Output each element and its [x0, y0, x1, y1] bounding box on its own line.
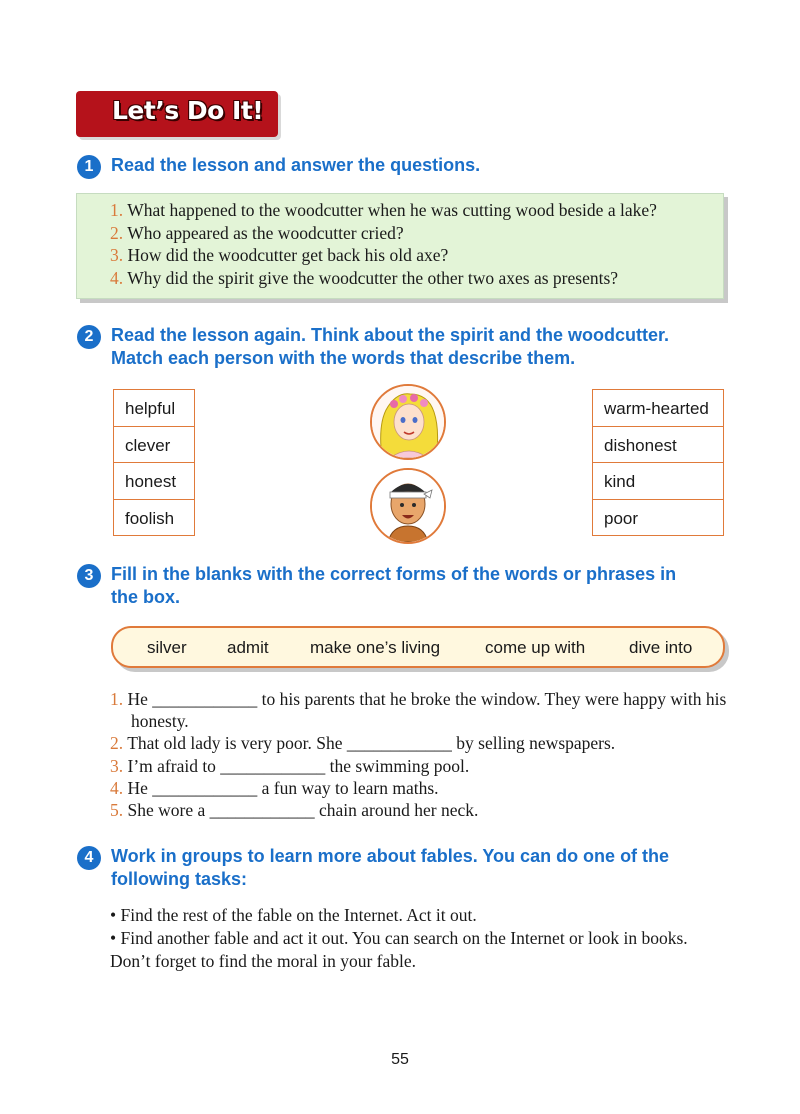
right-word-column	[592, 389, 724, 536]
section-2-heading	[111, 324, 669, 370]
word-box-item: admit	[227, 638, 269, 657]
question-item: 3. How did the woodcutter get back his old axe?	[110, 245, 449, 265]
word-box-item: come up with	[485, 638, 586, 657]
section-3-heading-line-2: the box.	[111, 587, 181, 607]
word-cell: helpful	[114, 390, 194, 427]
section-3-heading	[111, 563, 676, 609]
word-cell: foolish	[114, 500, 194, 537]
question-item: 1. What happened to the woodcutter when he was cutting wood beside a lake?	[110, 200, 657, 220]
section-3-number: 3	[77, 564, 101, 588]
sentence-item: 4. He ____________ a fun way to learn maths.	[110, 777, 439, 798]
section-2-heading-line-1: Read the lesson again. Think about the spirit and the woodcutter.	[111, 325, 670, 345]
word-box-item: silver	[147, 638, 187, 657]
section-4-heading-line-1: Work in groups to learn more about fables. You can do one of the	[111, 846, 670, 866]
section-4-heading	[111, 845, 669, 891]
section-3-heading-line-1: Fill in the blanks with the correct forms of the words or phrases in	[111, 564, 677, 584]
word-box	[111, 626, 725, 668]
word-cell: honest	[114, 463, 194, 500]
spirit-face-illustration	[372, 386, 444, 458]
page-number: 55	[391, 1051, 409, 1068]
tasks-list	[110, 904, 730, 973]
task-item: • Find another fable and act it out. You can search on the Internet or look in books. Don’t forget to find the moral in your fable.	[110, 928, 688, 971]
word-cell: poor	[593, 500, 723, 537]
word-cell: kind	[593, 463, 723, 500]
spirit-portrait	[370, 384, 446, 460]
section-2-number: 2	[77, 325, 101, 349]
task-item: • Find the rest of the fable on the Internet. Act it out.	[110, 905, 477, 925]
lets-do-it-banner	[76, 91, 278, 137]
woodcutter-face-illustration	[372, 470, 444, 542]
sentence-item: 1. He ____________ to his parents that he broke the window. They were happy with his honesty.	[110, 689, 727, 732]
word-cell: clever	[114, 427, 194, 464]
section-4-heading-line-2: following tasks:	[111, 869, 248, 889]
section-4-number: 4	[77, 846, 101, 870]
word-cell: warm-hearted	[593, 390, 723, 427]
section-2-heading-line-2: Match each person with the words that describe them.	[111, 348, 576, 368]
word-cell: dishonest	[593, 427, 723, 464]
word-box-item: dive into	[629, 638, 693, 657]
section-1-heading: Read the lesson and answer the questions.	[111, 155, 481, 175]
banner-title: Let’s Do It!	[112, 96, 264, 125]
fill-in-sentences	[110, 688, 730, 821]
section-1-number: 1	[77, 155, 101, 179]
woodcutter-portrait	[370, 468, 446, 544]
question-item: 4. Why did the spirit give the woodcutter the other two axes as presents?	[110, 267, 619, 288]
question-item: 2. Who appeared as the woodcutter cried?	[110, 222, 404, 243]
sentence-item: 2. That old lady is very poor. She ____________ by selling newspapers.	[110, 733, 616, 754]
left-word-column	[113, 389, 195, 536]
word-box-item: make one’s living	[310, 638, 441, 657]
sentence-item: 3. I’m afraid to ____________ the swimming pool.	[110, 755, 470, 776]
questions-list	[110, 199, 657, 289]
sentence-item: 5. She wore a ____________ chain around her neck.	[110, 800, 479, 821]
